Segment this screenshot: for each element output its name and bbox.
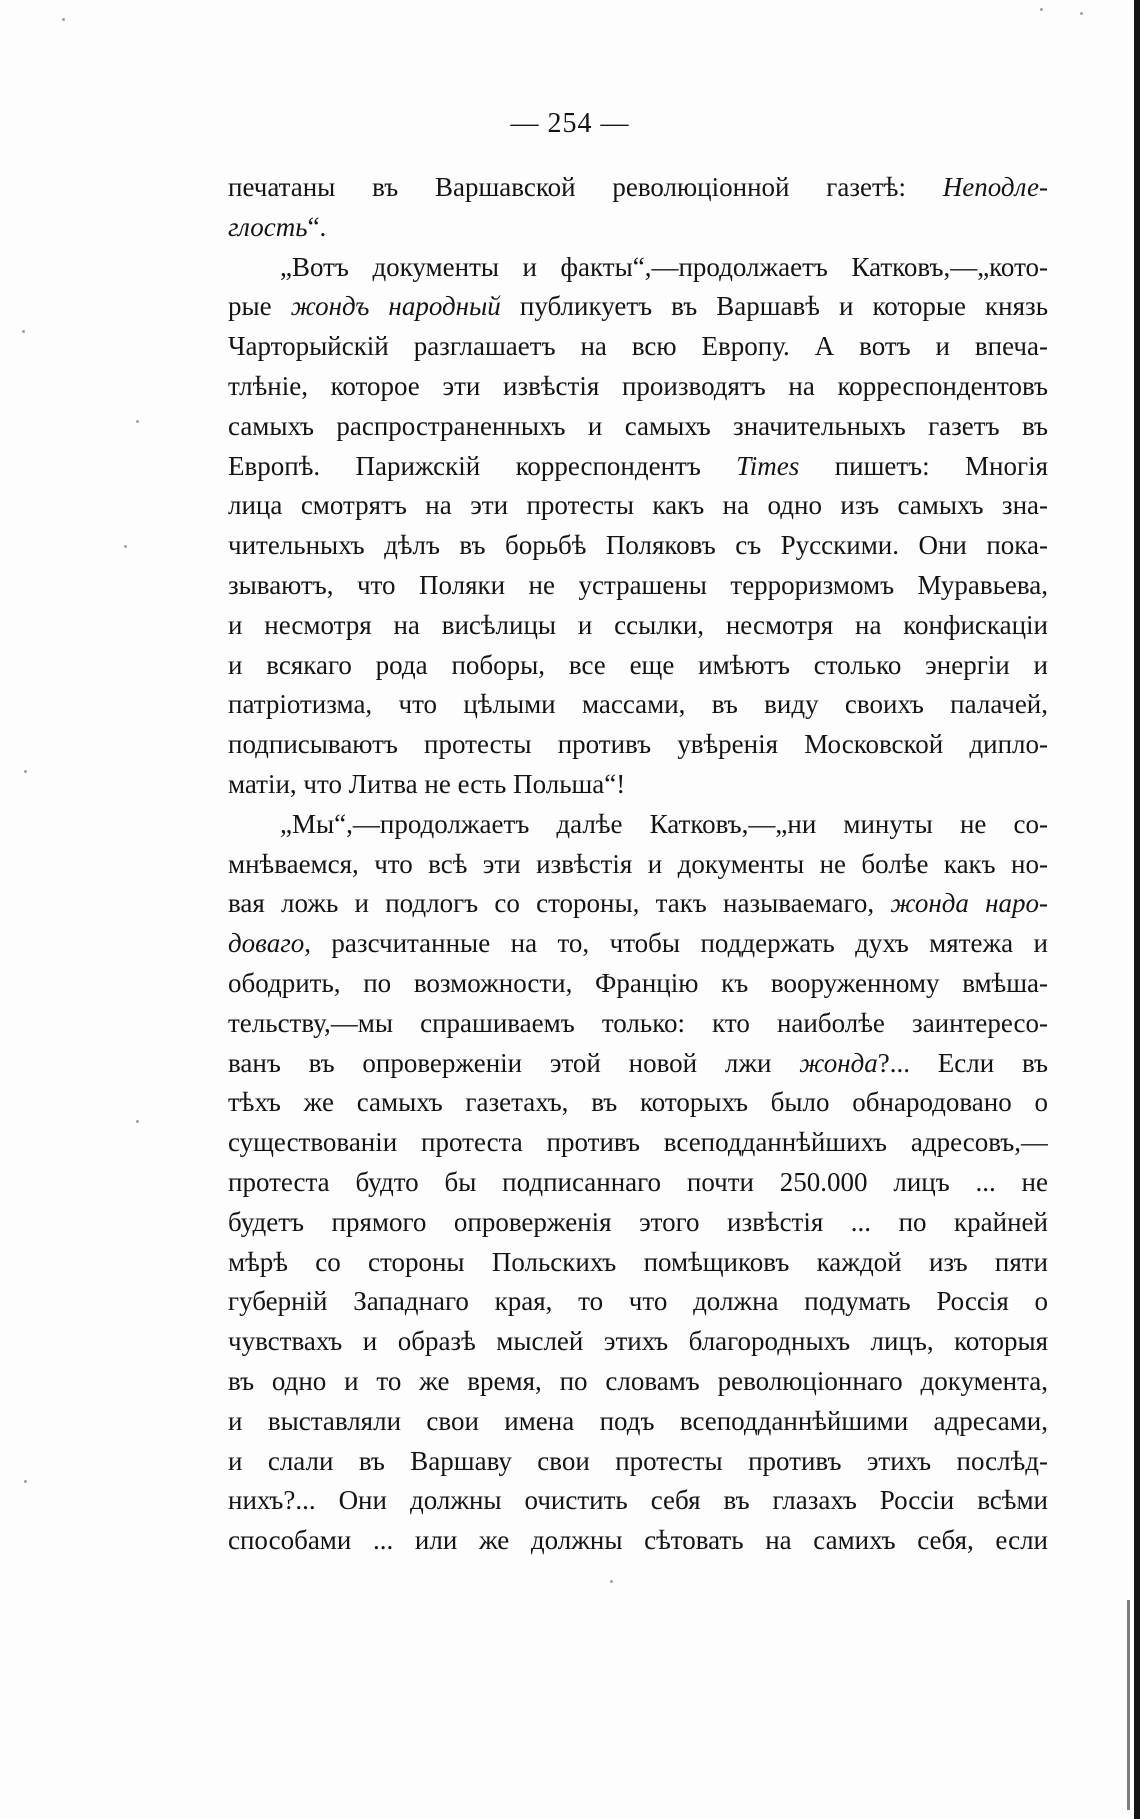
text-segment: и выставляли свои имена подъ всеподданнѣйшими адресами, [228, 1405, 1048, 1436]
text-segment: вая ложь и подлогъ со стороны, такъ называемаго, [228, 888, 891, 919]
text-segment: подписываютъ протесты противъ увѣренія Московской дипло- [228, 729, 1048, 760]
scan-edge-shadow-lower [1127, 1600, 1130, 1810]
text-segment: ванъ въ опроверженіи этой новой лжи [228, 1047, 800, 1078]
scan-speck [136, 420, 139, 423]
text-line [228, 168, 1048, 208]
text-line [228, 208, 1048, 248]
text-segment: и всякаго рода поборы, все еще имѣютъ столько энергіи и [228, 649, 1048, 680]
body-text [228, 168, 1048, 1561]
text-segment: въ одно и то же время, по словамъ революціоннаго документа, [228, 1365, 1048, 1396]
text-segment: мнѣваемся, что всѣ эти извѣстія и документы не болѣе какъ но- [228, 848, 1048, 879]
scan-speck [22, 330, 25, 333]
text-line [228, 447, 1048, 487]
text-line [228, 1322, 1048, 1362]
text-segment: мѣрѣ со стороны Польскихъ помѣщиковъ каждой изъ пяти [228, 1246, 1048, 1277]
text-segment: чувствахъ и образѣ мыслей этихъ благородныхъ лицъ, которыя [228, 1326, 1048, 1357]
text-segment: будетъ прямого опроверженія этого извѣстія ... по крайней [228, 1206, 1048, 1237]
text-line [228, 765, 1048, 805]
text-line [228, 1402, 1048, 1442]
text-segment: “. [307, 211, 327, 242]
text-line [228, 924, 1048, 964]
text-line [228, 725, 1048, 765]
text-segment: печатаны въ Варшавской революціонной газетѣ: [228, 172, 943, 202]
text-segment: патріотизма, что цѣлыми массами, въ виду своихъ палачей, [228, 689, 1048, 720]
text-segment: Европѣ. Парижскій корреспондентъ [228, 450, 737, 481]
scan-speck [24, 770, 27, 773]
text-line [228, 1481, 1048, 1521]
text-line [228, 248, 1048, 288]
text-line [228, 845, 1048, 885]
text-line [228, 964, 1048, 1004]
text-line [228, 1044, 1048, 1084]
scan-speck [136, 1120, 139, 1123]
italic-text: Times [736, 450, 800, 481]
text-segment: протеста будто бы подписаннаго почти 250.000 лицъ ... не [228, 1166, 1048, 1197]
text-line [228, 1083, 1048, 1123]
text-line [228, 367, 1048, 407]
text-segment: „Мы“,—продолжаетъ далѣе Катковъ,—„ни минуты не со- [280, 808, 1048, 839]
italic-text: Неподле- [942, 172, 1048, 202]
text-segment: тельству,—мы спрашиваемъ только: кто наиболѣе заинтересо- [228, 1007, 1048, 1038]
text-segment: рые [228, 291, 291, 322]
text-segment: ободрить, по возможности, Францію къ вооруженному вмѣша- [228, 967, 1048, 998]
text-segment: лица смотрятъ на эти протесты какъ на одно изъ самыхъ зна- [228, 490, 1048, 521]
scan-speck [610, 1580, 613, 1583]
text-line [228, 1521, 1048, 1561]
text-segment: способами ... или же должны сѣтовать на самихъ себя, если [228, 1525, 1048, 1556]
text-line [228, 1163, 1048, 1203]
text-line [228, 685, 1048, 725]
text-segment: нихъ?... Они должны очистить себя въ глазахъ Россіи всѣми [228, 1485, 1048, 1516]
text-line [228, 327, 1048, 367]
italic-text: доваго [228, 928, 305, 959]
text-segment: и слали въ Варшаву свои протесты противъ этихъ послѣд- [228, 1445, 1048, 1476]
text-line [228, 1282, 1048, 1322]
text-line [228, 1362, 1048, 1402]
scan-speck [124, 545, 127, 548]
text-segment: матіи, что Литва не есть Польша“! [228, 768, 626, 799]
scan-edge-shadow [1134, 0, 1140, 1819]
text-segment: публикуетъ въ Варшавѣ и которые князь [500, 291, 1048, 322]
text-segment: самыхъ распространенныхъ и самыхъ значительныхъ газетъ въ [228, 410, 1048, 441]
italic-text: глость [228, 211, 308, 242]
text-line [228, 646, 1048, 686]
text-line [228, 1123, 1048, 1163]
text-line [228, 407, 1048, 447]
text-segment: существованіи протеста противъ всеподданнѣйшихъ адресовъ,— [228, 1127, 1048, 1158]
scan-speck [1080, 12, 1083, 15]
text-line [228, 526, 1048, 566]
text-line [228, 884, 1048, 924]
text-segment: ?... Если въ [877, 1047, 1048, 1078]
text-line [228, 1004, 1048, 1044]
scan-speck [62, 18, 65, 21]
text-line [228, 1442, 1048, 1482]
text-segment: чительныхъ дѣлъ въ борьбѣ Поляковъ съ Русскими. Они пока- [228, 530, 1048, 561]
page-number: — 254 — [510, 108, 630, 139]
text-segment: тѣхъ же самыхъ газетахъ, въ которыхъ было обнародовано о [228, 1087, 1048, 1118]
text-line [228, 805, 1048, 845]
italic-text: жонда [799, 1047, 878, 1078]
italic-text: жондъ народный [290, 291, 501, 322]
text-segment: зываютъ, что Поляки не устрашены терроризмомъ Муравьева, [228, 569, 1048, 600]
text-segment: и несмотря на висѣлицы и ссылки, несмотря на конфискаціи [228, 609, 1048, 640]
scan-speck [24, 1480, 27, 1483]
text-segment: губерній Западнаго края, то что должна подумать Россія о [228, 1286, 1048, 1317]
text-segment: пишетъ: Многія [799, 450, 1048, 481]
text-line [228, 486, 1048, 526]
text-segment: „Вотъ документы и факты“,—продолжаетъ Катковъ,—„кото- [280, 251, 1048, 282]
text-segment: , разсчитанные на то, чтобы поддержать духъ мятежа и [304, 928, 1048, 959]
text-line [228, 1203, 1048, 1243]
text-line [228, 606, 1048, 646]
text-line [228, 566, 1048, 606]
scan-speck [1040, 8, 1043, 11]
text-segment: тлѣніе, которое эти извѣстія производятъ на корреспондентовъ [228, 370, 1048, 401]
italic-text: жонда наро- [890, 888, 1048, 919]
text-line [228, 287, 1048, 327]
text-line [228, 1243, 1048, 1283]
text-segment: Чарторыйскій разглашаетъ на всю Европу. А вотъ и впеча- [228, 331, 1048, 362]
